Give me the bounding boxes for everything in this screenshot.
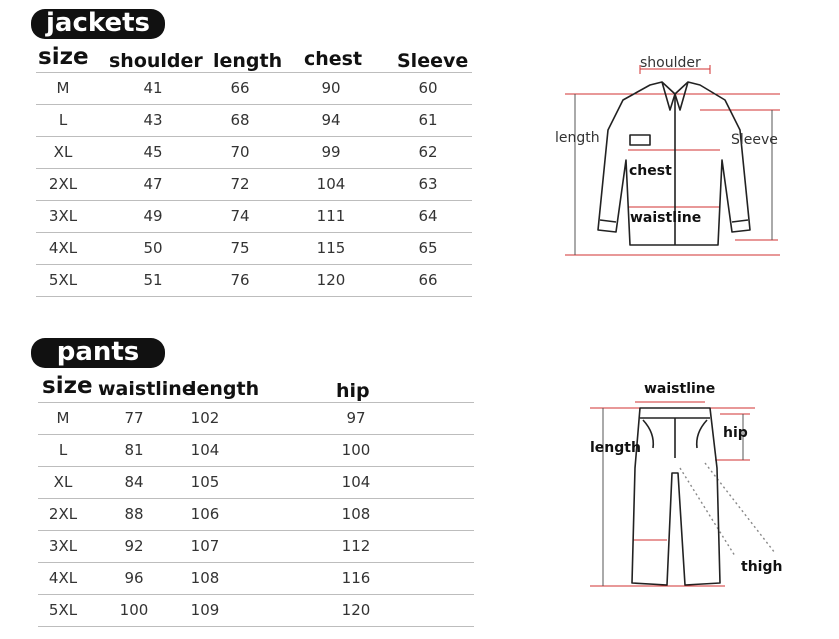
pants-length-label: length — [590, 440, 641, 456]
pants-cell: 105 — [190, 473, 220, 491]
pants-cell: 107 — [190, 537, 220, 555]
jackets-cell: 115 — [316, 239, 346, 257]
jacket-sleeve-label: Sleeve — [731, 132, 778, 148]
pants-cell: 100 — [119, 601, 149, 619]
pants-cell: 88 — [124, 505, 144, 523]
jackets-cell: 63 — [418, 175, 438, 193]
jackets-cell: 104 — [316, 175, 346, 193]
pants-title: pants — [31, 338, 165, 368]
pants-cell: 108 — [341, 505, 371, 523]
jackets-header-shoulder: shoulder — [109, 50, 203, 72]
pants-cell: 81 — [124, 441, 144, 459]
pants-waistline-label: waistline — [644, 381, 716, 397]
jackets-header-chest: chest — [304, 48, 363, 70]
jackets-cell: L — [58, 111, 68, 129]
table-row — [0, 595, 839, 626]
divider — [36, 296, 472, 297]
pants-diagram — [585, 378, 795, 593]
pants-cell: 104 — [341, 473, 371, 491]
jackets-cell: 75 — [230, 239, 250, 257]
jackets-cell: 76 — [230, 271, 250, 289]
jacket-chest-label: chest — [629, 163, 672, 179]
pants-cell: 4XL — [48, 569, 78, 587]
pants-cell: 120 — [341, 601, 371, 619]
jackets-cell: 120 — [316, 271, 346, 289]
jackets-cell: 64 — [418, 207, 438, 225]
pants-header-hip: hip — [336, 380, 370, 402]
pants-cell: 100 — [341, 441, 371, 459]
jackets-cell: 94 — [321, 111, 341, 129]
jackets-cell: 51 — [143, 271, 163, 289]
jackets-cell: XL — [53, 143, 73, 161]
jackets-header-sleeve: Sleeve — [397, 50, 469, 72]
pants-cell: L — [58, 441, 68, 459]
pants-header-length: length — [190, 378, 260, 400]
jackets-cell: 43 — [143, 111, 163, 129]
jackets-cell: 74 — [230, 207, 250, 225]
jackets-cell: 45 — [143, 143, 163, 161]
pants-cell: 102 — [190, 409, 220, 427]
jackets-cell: 61 — [418, 111, 438, 129]
jackets-cell: 62 — [418, 143, 438, 161]
jackets-cell: 60 — [418, 79, 438, 97]
jackets-cell: 2XL — [48, 175, 78, 193]
jackets-cell: 68 — [230, 111, 250, 129]
pants-cell: 112 — [341, 537, 371, 555]
jackets-cell: 66 — [418, 271, 438, 289]
jacket-waistline-label: waistline — [630, 210, 702, 226]
pants-cell: 109 — [190, 601, 220, 619]
pants-cell: 84 — [124, 473, 144, 491]
divider — [38, 626, 474, 627]
jackets-cell: 49 — [143, 207, 163, 225]
pants-cell: 104 — [190, 441, 220, 459]
jackets-cell: 41 — [143, 79, 163, 97]
jackets-cell: 66 — [230, 79, 250, 97]
jackets-cell: 72 — [230, 175, 250, 193]
pants-cell: M — [56, 409, 70, 427]
jackets-cell: 111 — [316, 207, 346, 225]
jacket-length-label: length — [555, 130, 600, 146]
jackets-cell: 90 — [321, 79, 341, 97]
pants-cell: 2XL — [48, 505, 78, 523]
pants-cell: 5XL — [48, 601, 78, 619]
jackets-title: jackets — [31, 9, 165, 39]
jacket-shoulder-label: shoulder — [640, 55, 701, 71]
jackets-cell: 47 — [143, 175, 163, 193]
pants-cell: 116 — [341, 569, 371, 587]
pants-hip-label: hip — [723, 425, 748, 441]
pants-cell: 77 — [124, 409, 144, 427]
pants-cell: 106 — [190, 505, 220, 523]
pants-cell: 97 — [346, 409, 366, 427]
pants-cell: 92 — [124, 537, 144, 555]
pants-cell: 96 — [124, 569, 144, 587]
jacket-diagram — [550, 50, 800, 260]
jackets-cell: M — [56, 79, 70, 97]
pants-header-waistline: waistline — [98, 378, 195, 400]
jackets-cell: 70 — [230, 143, 250, 161]
jacket-icon — [550, 50, 800, 260]
table-row — [0, 265, 839, 296]
jackets-cell: 50 — [143, 239, 163, 257]
pants-cell: 108 — [190, 569, 220, 587]
jackets-cell: 4XL — [48, 239, 78, 257]
pants-header-size: size — [42, 373, 93, 399]
pants-cell: 3XL — [48, 537, 78, 555]
jackets-header-length: length — [213, 50, 283, 72]
pants-cell: XL — [53, 473, 73, 491]
jackets-cell: 5XL — [48, 271, 78, 289]
jackets-cell: 3XL — [48, 207, 78, 225]
jackets-cell: 99 — [321, 143, 341, 161]
jackets-header-size: size — [38, 44, 89, 70]
pants-thigh-label: thigh — [741, 559, 783, 575]
jackets-cell: 65 — [418, 239, 438, 257]
